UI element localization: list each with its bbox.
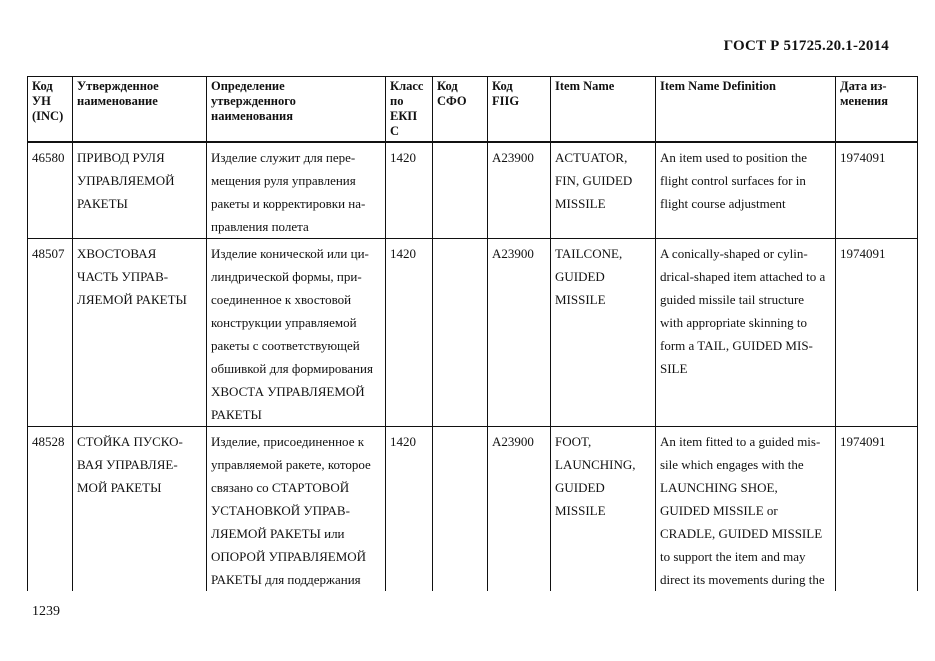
cell-sfo (433, 142, 488, 239)
cell-fiig: A23900 (488, 427, 551, 592)
cell-date: 1974091 (836, 427, 918, 592)
table-row (28, 427, 918, 592)
cell-item-definition: An item fitted to a guided mis- sile which engages with the LAUNCHING SHOE, GUIDED MISSILE or CRADLE, GUIDED MISSILE to support the item and may direct its movements during the (656, 427, 836, 592)
cell-date: 1974091 (836, 142, 918, 239)
cell-class: 1420 (386, 239, 433, 427)
column-header-fiig: Код FIIG (488, 77, 551, 143)
page-number: 1239 (32, 604, 60, 619)
cell-inc: 46580 (28, 142, 73, 239)
document-code: ГОСТ Р 51725.20.1-2014 (723, 38, 889, 54)
column-header-item-definition: Item Name Definition (656, 77, 836, 143)
cell-approved-name: СТОЙКА ПУСКО- ВАЯ УПРАВЛЯЕ- МОЙ РАКЕТЫ (73, 427, 207, 592)
column-header-sfo: Код СФО (433, 77, 488, 143)
column-header-date: Дата из- менения (836, 77, 918, 143)
catalog-table (27, 76, 918, 591)
cell-approved-name: ПРИВОД РУЛЯ УПРАВЛЯЕМОЙ РАКЕТЫ (73, 142, 207, 239)
cell-inc: 48528 (28, 427, 73, 592)
cell-definition: Изделие служит для пере- мещения руля управления ракеты и корректировки на- правления полета (207, 142, 386, 239)
cell-date: 1974091 (836, 239, 918, 427)
cell-item-definition: A conically-shaped or cylin- drical-shaped item attached to a guided missile tail structure with appropriate skinning to form a TAIL, GUIDED MIS- SILE (656, 239, 836, 427)
cell-inc: 48507 (28, 239, 73, 427)
cell-item-definition: An item used to position the flight control surfaces for in flight course adjustment (656, 142, 836, 239)
table-row (28, 142, 918, 239)
cell-sfo (433, 427, 488, 592)
cell-item-name: FOOT, LAUNCHING, GUIDED MISSILE (551, 427, 656, 592)
column-header-approved-name: Утвержденное наименование (73, 77, 207, 143)
cell-class: 1420 (386, 142, 433, 239)
column-header-class: Класс по ЕКП С (386, 77, 433, 143)
cell-sfo (433, 239, 488, 427)
cell-item-name: TAILCONE, GUIDED MISSILE (551, 239, 656, 427)
cell-class: 1420 (386, 427, 433, 592)
table-header-row (28, 77, 918, 143)
cell-fiig: A23900 (488, 142, 551, 239)
cell-approved-name: ХВОСТОВАЯ ЧАСТЬ УПРАВ- ЛЯЕМОЙ РАКЕТЫ (73, 239, 207, 427)
cell-item-name: ACTUATOR, FIN, GUIDED MISSILE (551, 142, 656, 239)
column-header-item-name: Item Name (551, 77, 656, 143)
cell-fiig: A23900 (488, 239, 551, 427)
column-header-definition: Определение утвержденного наименования (207, 77, 386, 143)
cell-definition: Изделие конической или ци- линдрической формы, при- соединенное к хвостовой конструкции управляемой ракеты с соответствующей обшивкой для формирования ХВОСТА УПРАВЛЯЕМОЙ РАКЕТЫ (207, 239, 386, 427)
table-row (28, 239, 918, 427)
column-header-inc: Код УН (INC) (28, 77, 73, 143)
cell-definition: Изделие, присоединенное к управляемой ракете, которое связано со СТАРТОВОЙ УСТАНОВКОЙ УПРАВ- ЛЯЕМОЙ РАКЕТЫ или ОПОРОЙ УПРАВЛЯЕМОЙ РАКЕТЫ для поддержания (207, 427, 386, 592)
